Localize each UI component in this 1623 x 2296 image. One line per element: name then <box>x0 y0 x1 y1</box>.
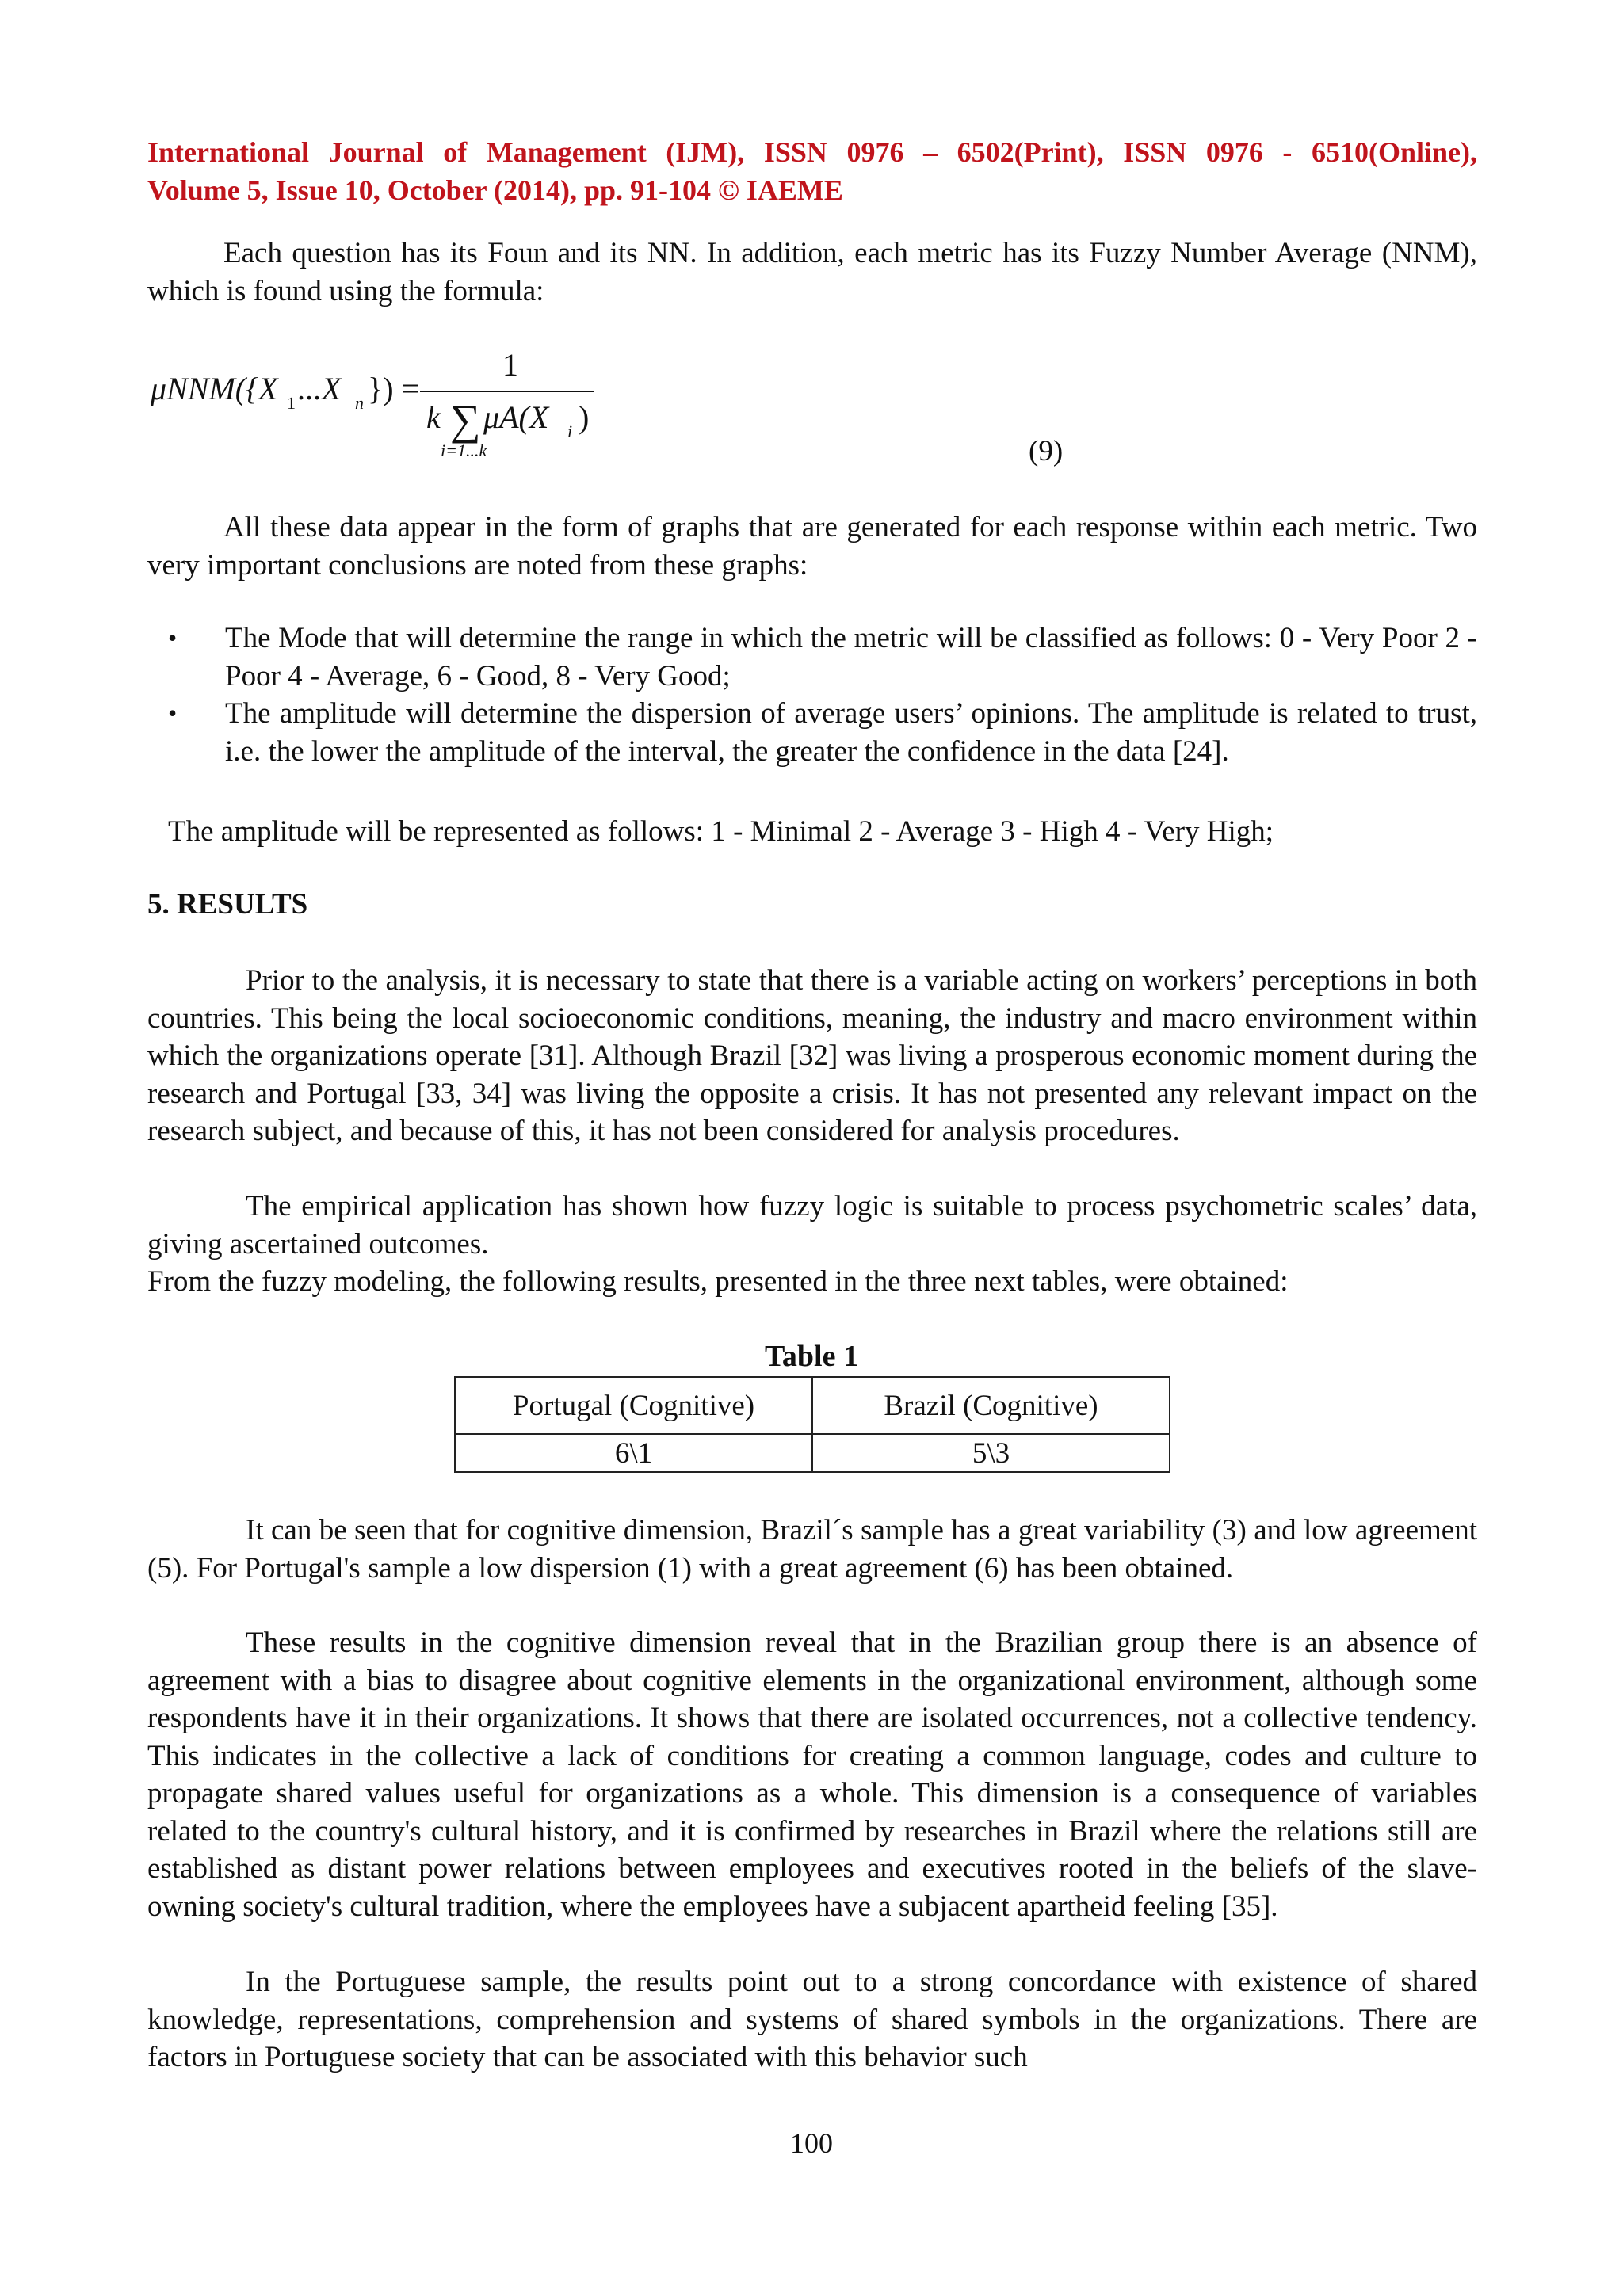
table-1 <box>454 1376 1170 1473</box>
graphs-paragraph: All these data appear in the form of graphs that are generated for each response within each metric. Two very important conclusions are noted from these graphs: <box>147 511 1477 582</box>
results-paragraph-1: Prior to the analysis, it is necessary to state that there is a variable acting on workers’ perceptions in both countries. This being the local socioeconomic conditions, meaning, the industry and macro environment within which the organizations operate [31]. Although Brazil [32] was living a prosperous economic moment during the research and Portugal [33, 34] was living the opposite a crisis. It has not presented any relevant impact on the research subject, and because of this, it has not been considered for analysis procedures. <box>147 964 1477 1147</box>
intro-paragraph: Each question has its Foun and its NN. In addition, each metric has its Fuzzy Number Average (NNM), which is found using the formula: <box>147 237 1477 307</box>
formula-numerator: 1 <box>502 347 518 383</box>
results-paragraph-3: From the fuzzy modeling, the following results, presented in the three next tables, were obtained: <box>147 1265 1289 1298</box>
analysis-paragraph-1: It can be seen that for cognitive dimension, Brazil´s sample has a great variability (3) and low agreement (5). For Portugal's sample a low dispersion (1) with a great agreement (6) has been obtained. <box>147 1514 1477 1585</box>
equation-number: (9) <box>1029 435 1064 467</box>
table-cell-portugal: 6\1 <box>455 1434 812 1472</box>
table-header-brazil: Brazil (Cognitive) <box>812 1377 1170 1434</box>
formula-lhs-mid: ...X <box>298 371 342 406</box>
page-number: 100 <box>790 2127 833 2159</box>
formula-denominator-sub: i <box>567 421 573 441</box>
bullet-text: The amplitude will determine the dispersion of average users’ opinions. The amplitude is related to trust, i.e. the lower the amplitude of the interval, the greater the confidence in the data [24]. <box>225 697 1477 768</box>
section-heading-results: 5. RESULTS <box>147 888 308 921</box>
journal-header-line-2: Volume 5, Issue 10, October (2014), pp. 91-104 © IAEME <box>147 174 843 206</box>
table-header-row <box>455 1377 1170 1434</box>
formula-sum-index: i=1...k <box>441 441 487 460</box>
bullet-item-mode <box>147 620 1477 695</box>
table-row <box>455 1434 1170 1472</box>
analysis-paragraph-2: These results in the cognitive dimension reveal that in the Brazilian group there is an absence of agreement with a bias to disagree about cognitive elements in the organizational environment, although some respondents have it in their organizations. It shows that there are isolated occurrences, not a collective tendency. This indicates in the collective a lack of conditions for creating a common language, codes and culture to propagate shared values useful for organizations as a whole. This dimension is a consequence of variables related to the country's cultural history, and it is confirmed by researches in Brazil where the relations still are established as distant power relations between employees and executives rooted in the beliefs of the slave-owning society's cultural tradition, where the employees have a subjacent apartheid feeling [35]. <box>147 1627 1477 1923</box>
results-paragraph-2: The empirical application has shown how fuzzy logic is suitable to process psychometric scales’ data, giving ascertained outcomes. <box>147 1190 1477 1261</box>
formula-lhs-sub1: 1 <box>287 393 296 413</box>
journal-header-line-1: International Journal of Management (IJM), ISSN 0976 – 6502(Print), ISSN 0976 - 6510(Online), <box>147 136 1477 168</box>
nnm-formula <box>151 345 1339 472</box>
table-header-portugal: Portugal (Cognitive) <box>455 1377 812 1434</box>
formula-denominator-term: μA(X <box>483 399 549 435</box>
formula-lhs-subn: n <box>355 393 364 413</box>
formula-lhs: μNNM({X <box>151 371 278 406</box>
bullet-item-amplitude <box>147 695 1477 770</box>
formula-svg <box>151 345 705 472</box>
bullet-icon: • <box>168 699 178 727</box>
bullet-icon: • <box>168 624 178 652</box>
formula-lhs-end: }) = <box>368 371 420 406</box>
table-1-title: Table 1 <box>765 1340 858 1373</box>
analysis-paragraph-3: In the Portuguese sample, the results point out to a strong concordance with existence of shared knowledge, representations, comprehension and systems of shared symbols in the organizations. There are factors in Portuguese society that can be associated with this behavior such <box>147 1966 1477 2073</box>
bullet-list <box>147 620 1477 770</box>
formula-denominator-k: k <box>426 399 441 435</box>
journal-header <box>147 133 1477 209</box>
table-cell-brazil: 5\3 <box>812 1434 1170 1472</box>
formula-sigma: ∑ <box>450 396 481 444</box>
bullet-text: The Mode that will determine the range in which the metric will be classified as follows: 0 - Very Poor 2 - Poor 4 - Average, 6 - Good, 8 - Very Good; <box>225 622 1477 692</box>
amplitude-scale-line: The amplitude will be represented as follows: 1 - Minimal 2 - Average 3 - High 4 - Very High; <box>168 815 1274 848</box>
formula-denominator-close: ) <box>579 399 590 435</box>
